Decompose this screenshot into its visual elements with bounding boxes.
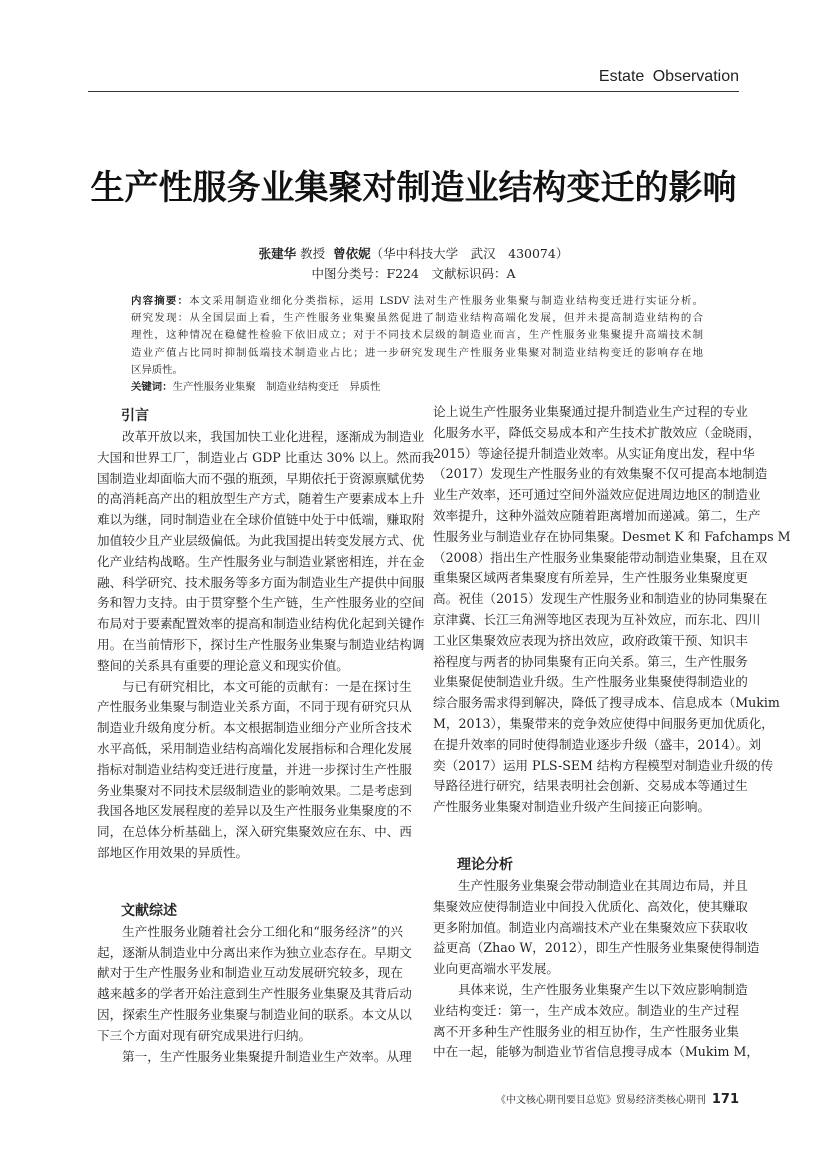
- paragraph-line: 化产业结构战略。生产性服务业与制造业紧密相连，并在金: [97, 553, 425, 569]
- page-number: 171: [711, 1092, 739, 1107]
- paragraph-line: 离不开多种生产性服务业的相互协作，生产性服务业集: [433, 1023, 739, 1039]
- paragraph-line: 布局对于要素配置效率的提高和制造业结构优化起到关键作: [97, 616, 425, 632]
- abstract-label: 内容摘要：: [131, 295, 190, 307]
- paragraph-line: 京津冀、长江三角洲等地区表现为互补效应，而东北、四川: [433, 611, 761, 627]
- paragraph-line: 同，在总体分析基础上，深入研究集聚效应在东、中、西: [97, 824, 412, 840]
- abstract-line: 研究发现：从全国层面上看，生产性服务业集聚虽然促进了制造业结构高端化发展，但并未提高制造业结构的合: [131, 312, 703, 325]
- paragraph-line: 在提升效率的同时使得制造业逐步升级（盛丰，2014）。刘: [433, 736, 762, 752]
- paragraph-line: 论上说生产性服务业集聚通过提升制造业生产过程的专业: [433, 404, 748, 419]
- paragraph-line: 生产性服务业随着社会分工细化和“服务经济”的兴: [122, 923, 403, 939]
- paragraph-line: 第一，生产性服务业集聚提升制造业生产效率。从理: [122, 1048, 412, 1064]
- paragraph-line: 益更高（Zhao W，2012），即生产性服务业集聚使得制造: [433, 940, 760, 956]
- paragraph-line: 改革开放以来，我国加快工业化进程，逐渐成为制造业: [122, 429, 425, 444]
- paragraph-line: （2008）指出生产性服务业集聚能带动制造业集聚，且在双: [433, 549, 768, 565]
- paragraph-line: 生产性服务业集聚会带动制造业在其周边布局，并且: [458, 877, 748, 893]
- abstract-line: [131, 293, 703, 310]
- paragraph-line: 集聚效应使得制造业中间投入优质化、高效化，使其赚取: [433, 898, 748, 914]
- section-spacer: [433, 818, 739, 854]
- paragraph-line: 效率提升，这种外溢效应随着距离增加而递减。第二，生产: [433, 507, 761, 523]
- paragraph-line: 高。祝佳（2015）发现生产性服务业和制造业的协同集聚在: [433, 591, 768, 607]
- paragraph-line: 加值较少且产业层级偏低。为此我国提出转变发展方式、优: [97, 532, 425, 548]
- paragraph-line: 裕程度与两者的协同集聚有正向关系。第三，生产性服务: [433, 653, 748, 669]
- paragraph-line: 工业区集聚效应表现为挤出效应，政府政策干预、知识丰: [433, 632, 748, 648]
- classification-line: 中图分类号：F224 文献标识码：A: [311, 266, 516, 281]
- section-heading: 理论分析: [457, 856, 513, 873]
- paragraph-line: 中在一起，能够为制造业节省信息搜寻成本（Mukim M，: [433, 1044, 759, 1060]
- paragraph-line: 更多附加值。制造业内高端技术产业在集聚效应下获取收: [433, 919, 748, 935]
- abstract-text: 本文采用制造业细化分类指标，运用 LSDV 法对生产性服务业集聚与制造业结构变迁进行实证分析。: [189, 295, 704, 307]
- abstract-line: 理性，这种情况在稳健性检验下依旧成立；对于不同技术层级的制造业而言，生产性服务业集聚提升高端技术制: [131, 329, 703, 342]
- paragraph-line: 具体来说，生产性服务业集聚产生以下效应影响制造: [458, 981, 748, 997]
- header-divider: [88, 91, 739, 92]
- paragraph-line: 我国各地区发展程度的差异以及生产性服务业集聚度的不: [97, 803, 412, 819]
- paragraph-line: 化服务水平，降低交易成本和产生技术扩散效应（金晓雨，: [433, 424, 761, 440]
- paragraph-line: 难以为继，同时制造业在全球价值链中处于中低端，赚取附: [97, 512, 425, 528]
- paragraph-line: 献对于生产性服务业和制造业互动发展研究较多，现在: [97, 965, 403, 981]
- author-title: 教授: [300, 246, 326, 261]
- paragraph-line: 重集聚区域两者集聚度有所差异，生产性服务业集聚度更: [433, 570, 748, 586]
- paragraph-line: 融、科学研究、技术服务等多方面为制造业生产提供中间服: [97, 574, 425, 590]
- right-column: [433, 402, 791, 1063]
- author-line: [0, 244, 827, 262]
- paragraph-line: 产性服务业集聚对制造业升级产生间接正向影响。: [433, 799, 711, 815]
- paragraph-line: 业向更高端水平发展。: [433, 961, 559, 977]
- paragraph-line: 指标对制造业结构变迁进行度量，并进一步探讨生产性服: [97, 761, 412, 777]
- affiliation: （华中科技大学 武汉 430074）: [370, 246, 569, 261]
- abstract-line: 区异质性。: [131, 363, 183, 376]
- paragraph-line: 大国和世界工厂，制造业占 GDP 比重达 30% 以上。然而我: [97, 449, 435, 465]
- journal-name: 《中文核心期刊要目总览》贸易经济类核心期刊: [495, 1095, 706, 1106]
- paragraph-line: 奕（2017）运用 PLS-SEM 结构方程模型对制造业升级的传: [433, 757, 774, 773]
- paragraph-line: （2017）发现生产性服务业的有效集聚不仅可提高本地制造: [433, 466, 768, 482]
- page-footer: [496, 1091, 739, 1107]
- paragraph-line: 业生产效率，还可通过空间外溢效应促进周边地区的制造业: [433, 487, 761, 503]
- paragraph-line: 业集聚促使制造业升级。生产性服务业集聚使得制造业的: [433, 674, 748, 690]
- paragraph-line: 产性服务业集聚与制造业关系方面，不同于现有研究只从: [97, 699, 412, 715]
- abstract: [131, 293, 703, 396]
- keywords: 生产性服务业集聚 制造业结构变迁 异质性: [172, 381, 381, 394]
- paragraph-line: 部地区作用效果的异质性。: [97, 844, 249, 860]
- paragraph-line: 用。在当前情形下，探讨生产性服务业集聚与制造业结构调: [97, 636, 425, 652]
- paragraph-line: 起，逐渐从制造业中分离出来作为独立业态存在。早期文: [97, 944, 412, 960]
- paragraph-line: 业结构变迁：第一，生产成本效应。制造业的生产过程: [433, 1002, 739, 1018]
- section-heading: 文献综述: [121, 902, 177, 919]
- paragraph-line: 务业集聚对不同技术层级制造业的影响效果。二是考虑到: [97, 782, 412, 798]
- section-header: Estate Observation: [598, 68, 739, 85]
- paragraph-line: 2015）等途径提升制造业效率。从实证角度出发，程中华: [433, 445, 755, 461]
- section-spacer: [97, 864, 403, 900]
- paragraph-line: 下三个方面对现有研究成果进行归纳。: [97, 1027, 312, 1043]
- section-heading: 引言: [121, 408, 149, 424]
- paragraph-line: 水平高低，采用制造业结构高端化发展指标和合理化发展: [97, 740, 412, 756]
- paragraph-line: 的高消耗高产出的粗放型生产方式，随着生产要素成本上升: [97, 491, 425, 507]
- paragraph-line: 制造业升级角度分析。本文根据制造业细分产业所含技术: [97, 720, 412, 736]
- left-column: [97, 405, 435, 1067]
- paragraph-line: 导路径进行研究，结果表明社会创新、交易成本等通过生: [433, 778, 748, 794]
- paragraph-line: 整间的关系具有重要的理论意义和现实价值。: [97, 657, 349, 673]
- paragraph-line: 越来越多的学者开始注意到生产性服务业集聚及其背后动: [97, 986, 412, 1002]
- author-name: 张建华: [258, 246, 297, 261]
- paragraph-line: 务和智力支持。由于贯穿整个生产链，生产性服务业的空间: [97, 595, 425, 611]
- paragraph-line: 性服务业与制造业存在协同集聚。Desmet K 和 Fafchamps M: [433, 528, 791, 544]
- paragraph-line: 因，探索生产性服务业集聚与制造业间的联系。本文从以: [97, 1006, 412, 1022]
- paragraph-line: M，2013），集聚带来的竞争效应使得中间服务更加优质化，: [433, 715, 774, 731]
- author-name: 曾依妮: [333, 246, 371, 261]
- keywords-line: [131, 379, 703, 396]
- paragraph-line: 综合服务需求得到解决，降低了搜寻成本、信息成本（Mukim: [433, 695, 780, 711]
- abstract-line: 造业产值占比同时抑制低端技术制造业占比；进一步研究发现生产性服务业集聚对制造业结构变迁的影响存在地: [131, 346, 703, 359]
- keywords-label: 关键词：: [131, 381, 173, 394]
- article-title: 生产性服务业集聚对制造业结构变迁的影响: [90, 168, 737, 208]
- paragraph-line: 国制造业却面临大而不强的瓶颈，早期依托于资源禀赋优势: [97, 470, 425, 486]
- paragraph-line: 与已有研究相比，本文可能的贡献有：一是在探讨生: [122, 678, 412, 694]
